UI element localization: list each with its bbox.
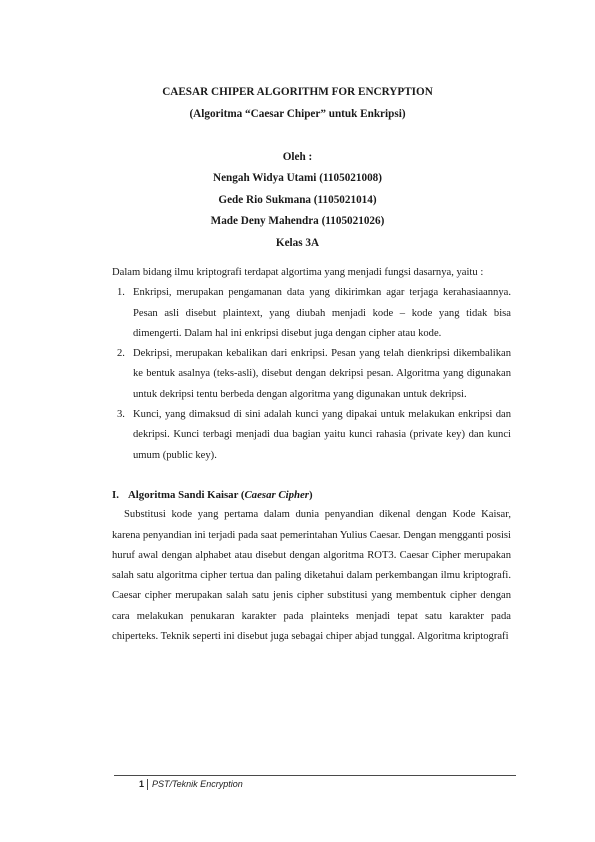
list-item: [112, 344, 511, 405]
footer-rule: [114, 775, 516, 776]
oleh-label: Oleh :: [282, 150, 313, 163]
list-number: 1.: [117, 287, 125, 299]
page-footer: [114, 779, 243, 790]
section-heading: [112, 485, 511, 505]
class-label: Kelas 3A: [275, 236, 320, 249]
intro-paragraph: Dalam bidang ilmu kriptografi terdapat algortima yang menjadi fungsi dasarnya, yaitu :: [112, 267, 484, 278]
list-text: Kunci, yang dimaksud di sini adalah kunci yang dipakai untuk melakukan enkripsi dan dekripsi. Kunci terbagi menjadi dua bagian yaitu kunci rahasia (private key) dan kunci umum (public key).: [133, 409, 511, 461]
section-title-italic: Caesar Cipher: [244, 488, 309, 501]
list-text: Enkripsi, merupakan pengamanan data yang dikirimkan agar terjaga kerahasiaannya. Pesan asli disebut plaintext, yang diubah menjadi kode – kode yang tidak bisa dimengerti. Dalam hal ini enkripsi disebut juga dengan cipher atau kode.: [133, 287, 511, 339]
document-subtitle: (Algoritma “Caesar Chiper” untuk Enkripsi): [189, 107, 406, 120]
section-paragraph: Substitusi kode yang pertama dalam dunia penyandian dikenal dengan Kode Kaisar, karena penyandian ini terjadi pada saat pemerintahan Yulius Caesar. Dengan mengganti posisi huruf awal dengan alphabet atau disebut dengan algoritma ROT3. Caesar Cipher merupakan salah satu algoritma cipher tertua dan paling diketahui dalam perkembangan ilmu kriptografi. Caesar cipher merupakan salah satu jenis cipher substitusi yang membentuk cipher dengan cara melakukan penukaran karakter pada plainteks menjadi tepat satu karakter pada chiperteks. Teknik seperti ini disebut juga sebagai chiper abjad tunggal. Algoritma kriptografi: [112, 509, 511, 643]
author-1: Nengah Widya Utami (1105021008): [213, 172, 382, 184]
author-3: Made Deny Mahendra (1105021026): [210, 215, 385, 227]
author-2: Gede Rio Sukmana (1105021014): [218, 193, 377, 206]
list-number: 2.: [117, 348, 125, 360]
function-list: [112, 283, 511, 466]
list-item: [112, 283, 511, 344]
document-title: CAESAR CHIPER ALGORITHM FOR ENCRYPTION: [162, 86, 433, 98]
page-number: 1: [138, 779, 144, 789]
section-number: I.: [112, 488, 119, 501]
list-text: Dekripsi, merupakan kebalikan dari enkripsi. Pesan yang telah dienkripsi dikembalikan ke bentuk asalnya (teks-asli), disebut dengan dekripsi pesan. Algoritma yang digunakan untuk dekripsi tentu berbeda dengan algoritma yang digunakan untuk dekripsi.: [133, 348, 511, 400]
title-block: [0, 82, 595, 254]
footer-separator: [147, 779, 148, 790]
list-item: [112, 405, 511, 466]
section-title: Algoritma Sandi Kaisar (: [128, 488, 245, 501]
running-title: PST/Teknik Encryption: [152, 779, 243, 789]
body-content: [112, 263, 511, 647]
list-number: 3.: [117, 409, 125, 421]
section-title-end: ): [308, 488, 313, 501]
